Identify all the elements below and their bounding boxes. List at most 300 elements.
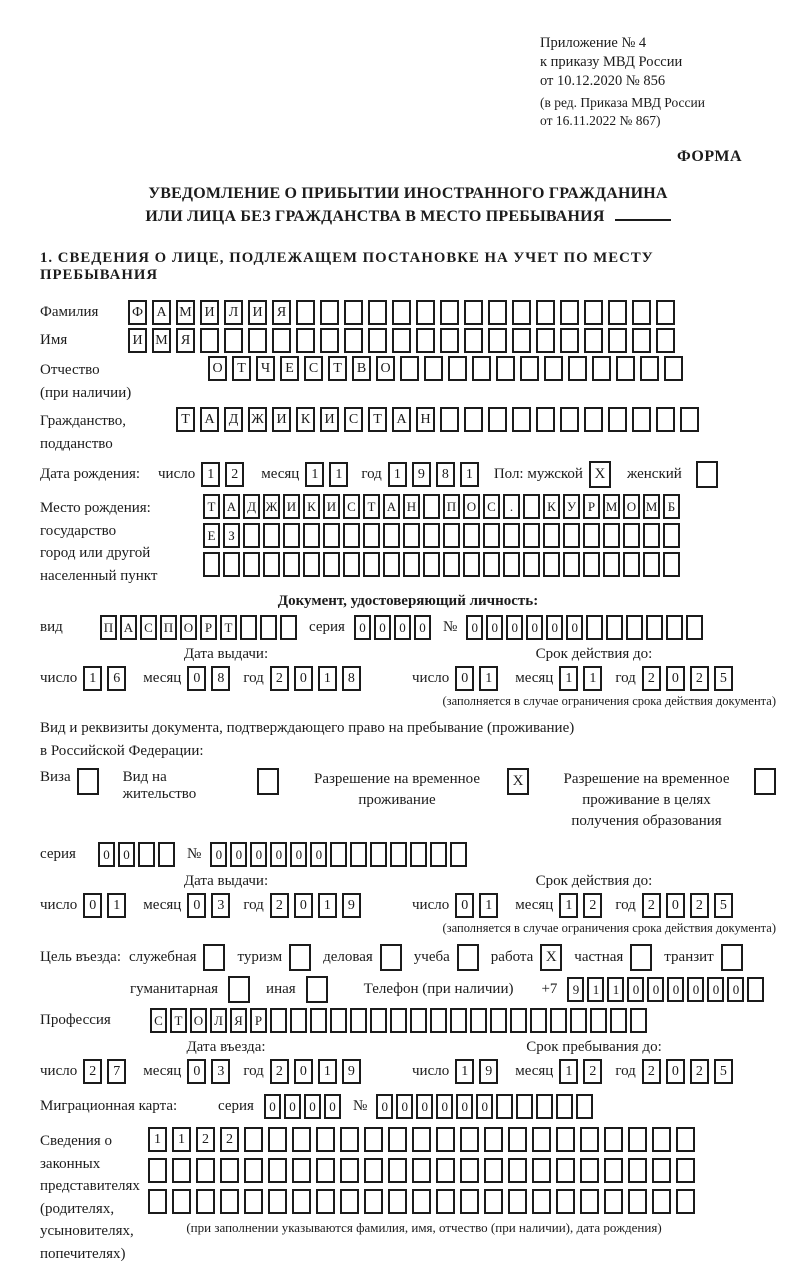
form-cell — [680, 407, 699, 432]
form-cell: 0 — [666, 1059, 685, 1084]
form-cell: 0 — [687, 977, 704, 1002]
day-label: число — [412, 897, 449, 914]
form-cell — [464, 328, 483, 353]
form-cell — [532, 1189, 551, 1214]
form-cell: С — [344, 407, 363, 432]
form-cell: 2 — [690, 893, 709, 918]
form-cell: О — [180, 615, 197, 640]
form-cell — [470, 1008, 487, 1033]
form-cell — [576, 1094, 593, 1119]
form-cell: 0 — [98, 842, 115, 867]
doc-series-label: серия — [309, 619, 345, 636]
form-cell: 0 — [466, 615, 483, 640]
purpose-humanitarian-checkbox — [228, 976, 250, 1003]
residence-doc-line2: в Российской Федерации: — [40, 740, 776, 763]
form-cell — [608, 300, 627, 325]
form-cell: С — [304, 356, 323, 381]
representatives-label-line3: представителях — [40, 1175, 148, 1198]
entry-date-line — [40, 1059, 412, 1084]
form-cell: 0 — [416, 1094, 433, 1119]
form-cell: 0 — [667, 977, 684, 1002]
form-cell — [416, 328, 435, 353]
form-cell: Ж — [248, 407, 267, 432]
residence-doc-paragraph — [40, 717, 776, 763]
form-cell: С — [343, 494, 360, 519]
form-cell — [364, 1127, 383, 1152]
form-cell: К — [303, 494, 320, 519]
form-cell — [410, 842, 427, 867]
form-cell — [536, 407, 555, 432]
form-cell — [343, 523, 360, 548]
form-cell: 1 — [559, 666, 578, 691]
form-cell — [383, 552, 400, 577]
form-cell — [268, 1127, 287, 1152]
residence-permit-checkbox — [257, 768, 279, 795]
form-cell — [223, 552, 240, 577]
residence-valid-year-cells — [642, 893, 738, 918]
form-cell — [460, 1127, 479, 1152]
form-cell — [244, 1189, 263, 1214]
form-cell: Е — [203, 523, 220, 548]
form-cell — [340, 1189, 359, 1214]
form-cell: 1 — [559, 1059, 578, 1084]
annex-note-line: от 16.11.2022 № 867) — [540, 112, 776, 130]
form-cell — [580, 1158, 599, 1183]
form-cell: 0 — [187, 666, 206, 691]
form-cell — [652, 1158, 671, 1183]
form-cell — [263, 552, 280, 577]
form-cell: 9 — [567, 977, 584, 1002]
form-cell: А — [120, 615, 137, 640]
form-cell: К — [543, 494, 560, 519]
purpose-transit-label: транзит — [664, 949, 713, 966]
profession-row — [40, 1008, 776, 1033]
form-cell — [656, 300, 675, 325]
form-cell — [368, 328, 387, 353]
form-cell — [390, 842, 407, 867]
form-cell: П — [100, 615, 117, 640]
form-cell — [436, 1158, 455, 1183]
form-cell: 2 — [583, 1059, 602, 1084]
form-cell — [656, 328, 675, 353]
entry-year-cells — [270, 1059, 366, 1084]
form-cell: 0 — [310, 842, 327, 867]
form-cell — [483, 552, 500, 577]
form-cell: 8 — [436, 462, 455, 487]
day-label: число — [412, 1063, 449, 1080]
form-cell: 1 — [305, 462, 324, 487]
form-cell: Т — [220, 615, 237, 640]
residence-series-label: серия — [40, 846, 98, 863]
birth-place-label-line3: город или другой — [40, 542, 203, 565]
form-cell: Ф — [128, 300, 147, 325]
form-cell: 0 — [230, 842, 247, 867]
valid-until-caption: Срок действия до: — [412, 872, 776, 890]
form-cell — [292, 1158, 311, 1183]
form-cell: 0 — [414, 615, 431, 640]
year-label: год — [243, 897, 263, 914]
form-cell — [628, 1158, 647, 1183]
surname-label: Фамилия — [40, 304, 128, 321]
identity-issue-month-cells — [187, 666, 235, 691]
form-cell: 1 — [479, 893, 498, 918]
form-cell — [568, 356, 587, 381]
form-cell: 1 — [148, 1127, 167, 1152]
form-cell — [196, 1158, 215, 1183]
form-cell — [296, 328, 315, 353]
form-cell: 2 — [642, 893, 661, 918]
annex-note-line: (в ред. Приказа МВД России — [540, 94, 776, 112]
year-label: год — [243, 1063, 263, 1080]
form-cell: 0 — [396, 1094, 413, 1119]
residence-issue-line — [40, 893, 412, 918]
birth-place-label-line2: государство — [40, 520, 203, 543]
form-cell — [464, 300, 483, 325]
representatives-row2-cells — [148, 1158, 700, 1183]
form-cell — [403, 552, 420, 577]
birth-place-row2-cells — [203, 523, 683, 548]
form-cell: 0 — [727, 977, 744, 1002]
residence-permit-label: Вид на жительство — [123, 769, 243, 803]
form-cell — [388, 1158, 407, 1183]
identity-doc-dates — [40, 645, 776, 691]
identity-issue-day-cells — [83, 666, 131, 691]
form-cell: 0 — [290, 842, 307, 867]
form-cell — [416, 300, 435, 325]
form-cell — [323, 523, 340, 548]
form-cell — [196, 1189, 215, 1214]
form-cell — [523, 523, 540, 548]
form-cell — [656, 407, 675, 432]
form-cell — [484, 1127, 503, 1152]
form-cell — [536, 1094, 553, 1119]
doc-number-cells — [466, 615, 706, 640]
form-cell — [272, 328, 291, 353]
form-cell: В — [352, 356, 371, 381]
form-cell: Л — [224, 300, 243, 325]
form-cell — [344, 300, 363, 325]
doc-number-label: № — [443, 619, 457, 636]
month-label: месяц — [143, 670, 181, 687]
form-cell — [412, 1189, 431, 1214]
identity-issue-line — [40, 666, 412, 691]
form-cell: 1 — [329, 462, 348, 487]
citizenship-label-line1: Гражданство, — [40, 410, 176, 433]
purpose-study-checkbox — [457, 944, 479, 971]
annex-revision-note — [540, 94, 776, 130]
form-cell: Д — [224, 407, 243, 432]
form-cell: 2 — [270, 666, 289, 691]
form-cell: А — [200, 407, 219, 432]
identity-valid-month-cells — [559, 666, 607, 691]
birth-day-cells — [201, 462, 249, 487]
form-cell — [423, 523, 440, 548]
form-cell: О — [623, 494, 640, 519]
patronymic-row — [40, 356, 776, 404]
form-cell: 1 — [107, 893, 126, 918]
purpose-business-label: деловая — [323, 949, 373, 966]
doc-kind-label: вид — [40, 619, 100, 636]
citizenship-label — [40, 407, 176, 455]
form-cell: 0 — [324, 1094, 341, 1119]
form-cell: 0 — [456, 1094, 473, 1119]
migration-number-label: № — [353, 1098, 367, 1115]
form-cell: 1 — [318, 893, 337, 918]
temp-residence-edu-checkbox — [754, 768, 776, 795]
form-cell: С — [150, 1008, 167, 1033]
form-cell — [628, 1189, 647, 1214]
form-cell: Я — [230, 1008, 247, 1033]
form-cell — [423, 494, 440, 519]
form-cell: Т — [170, 1008, 187, 1033]
form-cell — [580, 1127, 599, 1152]
form-cell — [543, 552, 560, 577]
form-cell: М — [152, 328, 171, 353]
representatives-cells-block — [148, 1127, 700, 1236]
stay-until-col — [412, 1038, 776, 1084]
entry-date-caption: Дата въезда: — [40, 1038, 412, 1056]
form-cell: 0 — [250, 842, 267, 867]
residence-number-label: № — [187, 846, 201, 863]
given-name-row — [40, 328, 776, 353]
form-cell — [664, 356, 683, 381]
form-cell — [390, 1008, 407, 1033]
form-cell — [392, 328, 411, 353]
form-cell — [303, 523, 320, 548]
form-cell: 0 — [526, 615, 543, 640]
representatives-label-line4: (родителях, — [40, 1198, 148, 1221]
visa-label: Виза — [40, 769, 71, 786]
residence-number-cells — [210, 842, 470, 867]
representatives-label-line2: законных — [40, 1153, 148, 1176]
form-cell — [652, 1127, 671, 1152]
temp-residence-edu-label — [549, 769, 744, 832]
form-cell — [248, 328, 267, 353]
form-cell: 2 — [196, 1127, 215, 1152]
residence-doc-options-row — [40, 769, 776, 832]
form-cell — [392, 300, 411, 325]
form-cell — [363, 552, 380, 577]
residence-issue-month-cells — [187, 893, 235, 918]
purpose-work-checkbox: X — [540, 944, 562, 971]
form-cell — [523, 552, 540, 577]
form-cell: Д — [243, 494, 260, 519]
migration-series-label: серия — [218, 1098, 254, 1115]
form-cell — [544, 356, 563, 381]
form-cell: Р — [583, 494, 600, 519]
form-cell: Т — [363, 494, 380, 519]
form-cell — [316, 1158, 335, 1183]
stay-day-cells — [455, 1059, 503, 1084]
form-cell: А — [383, 494, 400, 519]
visa-checkbox — [77, 768, 99, 795]
entry-date-col — [40, 1038, 412, 1084]
purpose-tourism-checkbox — [289, 944, 311, 971]
form-cell: . — [503, 494, 520, 519]
form-cell — [443, 552, 460, 577]
citizenship-label-line2: подданство — [40, 433, 176, 456]
form-cell: 2 — [270, 893, 289, 918]
purpose-other-label: иная — [266, 981, 296, 998]
annex-line: Приложение № 4 — [540, 34, 776, 53]
year-label: год — [615, 1063, 635, 1080]
form-cell: Т — [176, 407, 195, 432]
form-cell — [260, 615, 277, 640]
title-blank-line — [615, 208, 671, 221]
form-cell — [364, 1189, 383, 1214]
form-cell — [508, 1158, 527, 1183]
identity-doc-heading: Документ, удостоверяющий личность: — [40, 593, 776, 610]
form-cell: 0 — [294, 666, 313, 691]
form-cell: 0 — [187, 1059, 206, 1084]
form-cell: 0 — [647, 977, 664, 1002]
form-cell: Т — [328, 356, 347, 381]
form-cell: 0 — [83, 893, 102, 918]
temp-residence-checkbox: X — [507, 768, 529, 795]
form-cell — [320, 300, 339, 325]
temp-residence-label-line1: Разрешение на временное — [297, 769, 497, 790]
form-cell: Т — [368, 407, 387, 432]
form-cell — [203, 552, 220, 577]
form-cell — [643, 552, 660, 577]
form-cell: 0 — [264, 1094, 281, 1119]
purpose-work-label: работа — [491, 949, 534, 966]
form-cell — [584, 328, 603, 353]
form-cell — [320, 328, 339, 353]
form-cell — [440, 407, 459, 432]
form-cell — [512, 407, 531, 432]
residence-issue-day-cells — [83, 893, 131, 918]
form-cell — [148, 1158, 167, 1183]
purpose-row — [40, 944, 776, 971]
form-cell — [483, 523, 500, 548]
form-cell — [340, 1158, 359, 1183]
form-cell: К — [296, 407, 315, 432]
form-cell: 9 — [412, 462, 431, 487]
migration-number-cells — [376, 1094, 596, 1119]
day-label: число — [40, 1063, 77, 1080]
form-cell — [503, 523, 520, 548]
form-cell: 1 — [479, 666, 498, 691]
form-cell: И — [128, 328, 147, 353]
form-cell — [583, 523, 600, 548]
form-cell — [280, 615, 297, 640]
form-cell: П — [160, 615, 177, 640]
birth-year-cells — [388, 462, 484, 487]
form-cell — [503, 552, 520, 577]
form-cell: 1 — [455, 1059, 474, 1084]
month-label: месяц — [261, 466, 299, 483]
form-cell — [676, 1127, 695, 1152]
form-cell: 1 — [318, 1059, 337, 1084]
form-cell: 1 — [587, 977, 604, 1002]
residence-issue-col — [40, 872, 412, 918]
representatives-note: (при заполнении указываются фамилия, имя, отчество (при наличии), дата рождения) — [148, 1220, 700, 1236]
form-cell — [520, 356, 539, 381]
form-cell — [536, 300, 555, 325]
form-cell — [310, 1008, 327, 1033]
form-cell — [200, 328, 219, 353]
form-cell — [632, 328, 651, 353]
form-cell — [536, 328, 555, 353]
form-cell — [316, 1127, 335, 1152]
residence-doc-series-row — [40, 842, 776, 867]
form-cell — [424, 356, 443, 381]
form-cell — [463, 523, 480, 548]
form-cell — [340, 1127, 359, 1152]
issue-date-caption: Дата выдачи: — [40, 872, 412, 890]
form-cell: А — [223, 494, 240, 519]
form-cell — [303, 552, 320, 577]
form-cell: 0 — [707, 977, 724, 1002]
stay-month-cells — [559, 1059, 607, 1084]
month-label: месяц — [515, 897, 553, 914]
phone-prefix: +7 — [541, 981, 557, 998]
issue-date-caption: Дата выдачи: — [40, 645, 412, 663]
form-cell — [158, 842, 175, 867]
migration-card-label: Миграционная карта: — [40, 1098, 218, 1115]
form-cell — [448, 356, 467, 381]
form-cell — [523, 494, 540, 519]
form-cell: 9 — [342, 893, 361, 918]
form-cell: 2 — [642, 1059, 661, 1084]
identity-valid-day-cells — [455, 666, 503, 691]
form-cell — [350, 842, 367, 867]
form-cell: 0 — [566, 615, 583, 640]
form-cell — [560, 407, 579, 432]
form-cell — [560, 328, 579, 353]
form-cell: 1 — [583, 666, 602, 691]
form-cell — [344, 328, 363, 353]
representatives-row3-cells — [148, 1189, 700, 1214]
form-cell — [592, 356, 611, 381]
form-cell — [244, 1127, 263, 1152]
form-cell: 0 — [354, 615, 371, 640]
form-cell — [676, 1158, 695, 1183]
valid-until-caption: Срок действия до: — [412, 645, 776, 663]
form-cell — [512, 300, 531, 325]
purpose-study-label: учеба — [414, 949, 450, 966]
birth-date-label: Дата рождения: — [40, 466, 158, 483]
form-cell — [604, 1158, 623, 1183]
form-cell: 0 — [455, 893, 474, 918]
purpose-tourism-label: туризм — [237, 949, 282, 966]
purpose-row2 — [130, 976, 776, 1003]
form-cell — [412, 1158, 431, 1183]
form-cell: Т — [232, 356, 251, 381]
form-cell — [508, 1189, 527, 1214]
form-cell — [616, 356, 635, 381]
form-cell — [603, 523, 620, 548]
form-cell: 0 — [666, 666, 685, 691]
birth-month-cells — [305, 462, 353, 487]
form-cell: 2 — [642, 666, 661, 691]
form-cell — [220, 1189, 239, 1214]
sex-male-checkbox: X — [589, 461, 611, 488]
form-cell: 1 — [172, 1127, 191, 1152]
patronymic-label — [40, 356, 208, 404]
month-label: месяц — [515, 670, 553, 687]
form-cell — [270, 1008, 287, 1033]
form-cell: 0 — [270, 842, 287, 867]
form-cell: И — [272, 407, 291, 432]
form-cell — [484, 1189, 503, 1214]
purpose-humanitarian-label: гуманитарная — [130, 981, 218, 998]
form-cell: И — [248, 300, 267, 325]
form-cell: 5 — [714, 893, 733, 918]
form-cell: Б — [663, 494, 680, 519]
patronymic-cells — [208, 356, 688, 381]
